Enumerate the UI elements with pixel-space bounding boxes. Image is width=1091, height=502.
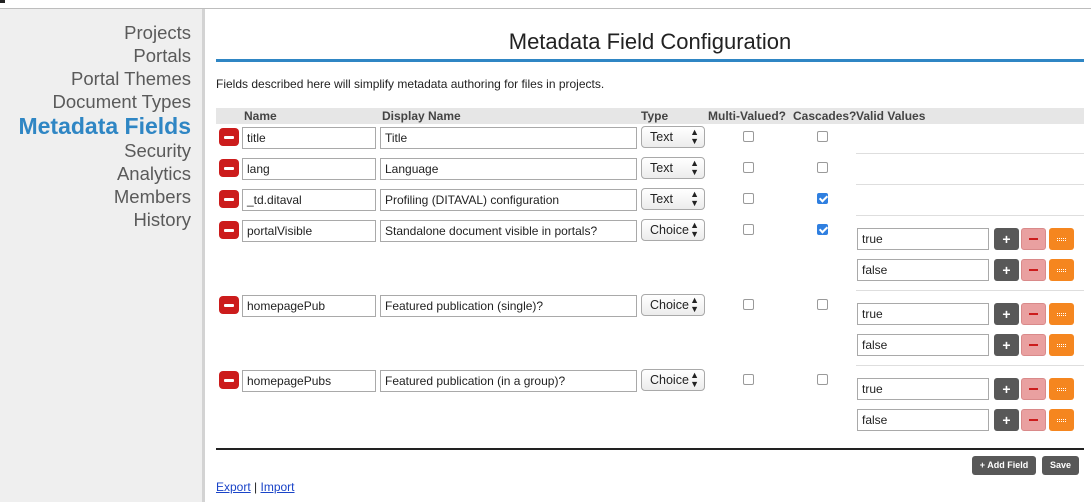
sidebar-item-members[interactable]: Members: [113, 186, 191, 207]
type-select-value: Choice: [650, 223, 689, 237]
field-name-input[interactable]: title: [242, 127, 376, 149]
field-name-input[interactable]: homepagePubs: [242, 370, 376, 392]
sidebar-item-history[interactable]: History: [133, 209, 191, 230]
minus-icon: [1029, 238, 1038, 240]
cascades-checkbox[interactable]: [817, 374, 828, 385]
add-value-button[interactable]: [994, 378, 1019, 400]
column-header-display-name: Display Name: [382, 109, 461, 123]
type-select-value: Text: [650, 192, 673, 206]
up-down-arrows-icon: ▲ ▼: [690, 370, 699, 389]
type-select[interactable]: [641, 188, 705, 210]
import-link[interactable]: Import: [260, 480, 295, 494]
page-title: Metadata Field Configuration: [508, 29, 792, 54]
remove-field-button[interactable]: [219, 296, 239, 314]
display-name-input[interactable]: Title: [380, 127, 637, 149]
remove-value-button[interactable]: [1021, 259, 1046, 281]
plus-icon: +: [1002, 306, 1011, 322]
minus-icon: [224, 379, 234, 382]
display-name-input[interactable]: Featured publication (in a group)?: [380, 370, 637, 392]
minus-icon: [224, 229, 234, 232]
row-separator: [856, 184, 1084, 185]
drag-handle-icon: [1057, 388, 1066, 391]
remove-field-button[interactable]: [219, 190, 239, 208]
drag-handle-icon: [1057, 269, 1066, 272]
field-name-input[interactable]: homepagePub: [242, 295, 376, 317]
table-header: [216, 108, 1084, 124]
export-import-links: [216, 480, 295, 494]
row-separator: [856, 153, 1084, 154]
drag-handle-icon: [1057, 238, 1066, 241]
type-select-value: Choice: [650, 373, 689, 387]
remove-field-button[interactable]: [219, 221, 239, 239]
plus-icon: +: [1002, 337, 1011, 353]
valid-value-input[interactable]: true: [857, 303, 989, 325]
plus-icon: +: [1002, 381, 1011, 397]
sidebar-item-projects[interactable]: Projects: [124, 22, 191, 43]
field-name-input[interactable]: _td.ditaval: [242, 189, 376, 211]
add-value-button[interactable]: [994, 303, 1019, 325]
type-select-value: Choice: [650, 298, 689, 312]
drag-value-button[interactable]: [1049, 378, 1074, 400]
up-down-arrows-icon: ▲ ▼: [690, 189, 699, 208]
multi-valued-checkbox[interactable]: [743, 374, 754, 385]
sidebar-nav: [18, 21, 191, 231]
field-name-input[interactable]: portalVisible: [242, 220, 376, 242]
drag-value-button[interactable]: [1049, 228, 1074, 250]
type-select[interactable]: [641, 126, 705, 148]
cascades-checkbox[interactable]: [817, 224, 828, 235]
row-separator: [856, 290, 1084, 291]
column-header-multi-valued: Multi-Valued?: [708, 109, 786, 123]
multi-valued-checkbox[interactable]: [743, 224, 754, 235]
sidebar-item-metadata-fields[interactable]: Metadata Fields: [18, 113, 191, 139]
minus-icon: [1029, 313, 1038, 315]
minus-icon: [1029, 419, 1038, 421]
sidebar-item-document-types[interactable]: Document Types: [52, 91, 191, 112]
drag-value-button[interactable]: [1049, 334, 1074, 356]
export-link[interactable]: Export: [216, 480, 251, 494]
remove-value-button[interactable]: [1021, 378, 1046, 400]
minus-icon: [224, 167, 234, 170]
window-corner-mark: [0, 0, 5, 3]
valid-value-input[interactable]: false: [857, 259, 989, 281]
add-value-button[interactable]: [994, 228, 1019, 250]
display-name-input[interactable]: Profiling (DITAVAL) configuration: [380, 189, 637, 211]
cascades-checkbox[interactable]: [817, 131, 828, 142]
plus-icon: +: [1002, 231, 1011, 247]
minus-icon: [224, 304, 234, 307]
remove-value-button[interactable]: [1021, 228, 1046, 250]
up-down-arrows-icon: ▲ ▼: [690, 220, 699, 239]
drag-handle-icon: [1057, 313, 1066, 316]
add-value-button[interactable]: [994, 409, 1019, 431]
add-value-button[interactable]: [994, 334, 1019, 356]
type-select[interactable]: [641, 369, 705, 391]
cascades-checkbox[interactable]: [817, 299, 828, 310]
plus-icon: +: [1002, 412, 1011, 428]
display-name-input[interactable]: Featured publication (single)?: [380, 295, 637, 317]
valid-value-input[interactable]: false: [857, 334, 989, 356]
sidebar-item-security[interactable]: Security: [124, 140, 191, 161]
multi-valued-checkbox[interactable]: [743, 162, 754, 173]
minus-icon: [1029, 269, 1038, 271]
column-header-name: Name: [244, 109, 277, 123]
drag-value-button[interactable]: [1049, 259, 1074, 281]
multi-valued-checkbox[interactable]: [743, 131, 754, 142]
drag-value-button[interactable]: [1049, 303, 1074, 325]
field-name-input[interactable]: lang: [242, 158, 376, 180]
title-underline: [216, 59, 1084, 62]
drag-value-button[interactable]: [1049, 409, 1074, 431]
type-select[interactable]: [641, 294, 705, 316]
page-description: Fields described here will simplify metadata authoring for files in projects.: [216, 77, 605, 91]
remove-field-button[interactable]: [219, 371, 239, 389]
minus-icon: [224, 136, 234, 139]
minus-icon: [1029, 344, 1038, 346]
valid-value-input[interactable]: false: [857, 409, 989, 431]
column-header-valid-values: Valid Values: [856, 109, 926, 123]
type-select[interactable]: [641, 157, 705, 179]
multi-valued-checkbox[interactable]: [743, 299, 754, 310]
sidebar: [0, 9, 205, 502]
valid-value-input[interactable]: true: [857, 378, 989, 400]
row-separator: [856, 215, 1084, 216]
display-name-input[interactable]: Standalone document visible in portals?: [380, 220, 637, 242]
minus-icon: [1029, 388, 1038, 390]
up-down-arrows-icon: ▲ ▼: [690, 158, 699, 177]
sidebar-item-portal-themes[interactable]: Portal Themes: [71, 68, 191, 89]
cascades-checkbox[interactable]: [817, 162, 828, 173]
drag-handle-icon: [1057, 344, 1066, 347]
type-select-value: Text: [650, 130, 673, 144]
minus-icon: [224, 198, 234, 201]
up-down-arrows-icon: ▲ ▼: [690, 295, 699, 314]
cascades-checkbox[interactable]: [817, 193, 828, 204]
remove-field-button[interactable]: [219, 159, 239, 177]
multi-valued-checkbox[interactable]: [743, 193, 754, 204]
column-header-cascades: Cascades?: [793, 109, 857, 123]
sidebar-item-portals[interactable]: Portals: [133, 45, 191, 66]
type-select-value: Text: [650, 161, 673, 175]
table-bottom-rule: [216, 448, 1084, 450]
sidebar-item-analytics[interactable]: Analytics: [116, 163, 191, 184]
remove-value-button[interactable]: [1021, 334, 1046, 356]
up-down-arrows-icon: ▲ ▼: [690, 127, 699, 146]
add-field-button[interactable]: + Add Field: [972, 456, 1036, 475]
drag-handle-icon: [1057, 419, 1066, 422]
valid-value-input[interactable]: true: [857, 228, 989, 250]
remove-value-button[interactable]: [1021, 303, 1046, 325]
save-button[interactable]: Save: [1042, 456, 1079, 475]
column-header-type: Type: [641, 109, 669, 123]
plus-icon: +: [1002, 262, 1011, 278]
remove-value-button[interactable]: [1021, 409, 1046, 431]
link-separator: |: [254, 480, 258, 494]
type-select[interactable]: [641, 219, 705, 241]
row-separator: [856, 365, 1084, 366]
remove-field-button[interactable]: [219, 128, 239, 146]
add-value-button[interactable]: [994, 259, 1019, 281]
display-name-input[interactable]: Language: [380, 158, 637, 180]
